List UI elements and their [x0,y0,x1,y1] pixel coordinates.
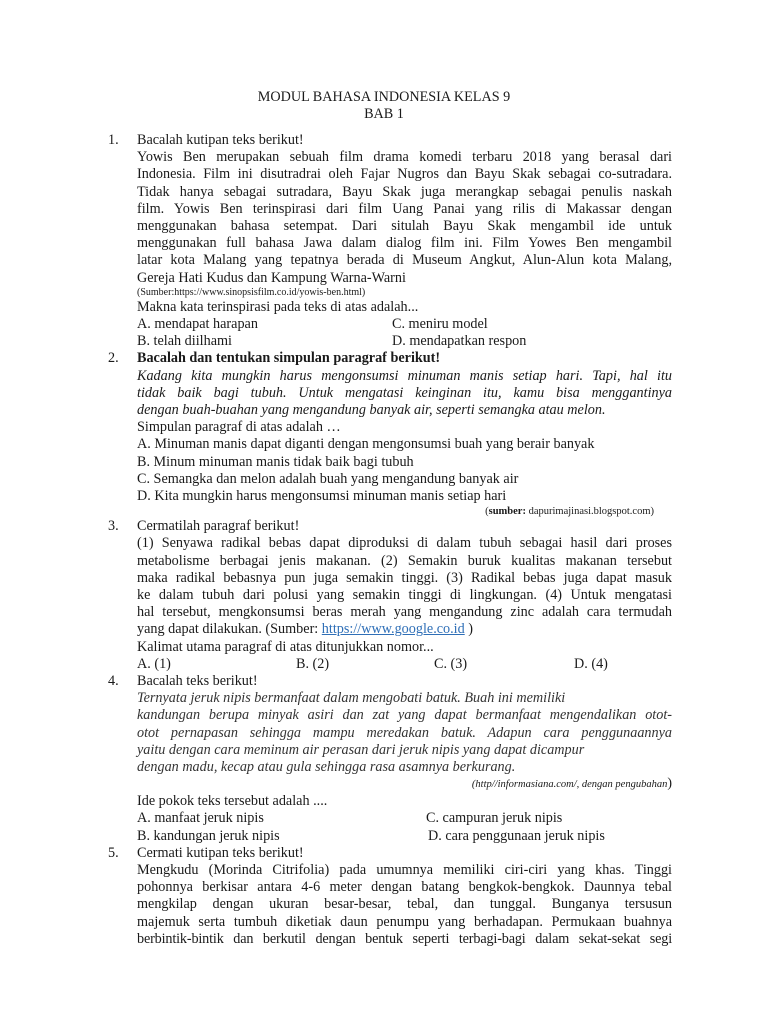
question-instruction: Bacalah dan tentukan simpulan paragraf berikut! [137,350,441,367]
passage-line: majemuk serta tumbuh diketiak daun penumpu yang berhadapan. Permukaan buahnya [137,913,672,930]
source-close-paren: ) [667,776,672,792]
question-number: 5. [108,844,119,861]
question-instruction: Cermati kutipan teks berikut! [137,844,304,861]
source-label: sumber: [488,506,526,518]
option-a[interactable]: A. Minuman manis dapat diganti dengan mengonsumsi buah yang berair banyak [137,436,595,453]
passage-line: Mengkudu (Morinda Citrifolia) pada umumnya memiliki ciri-ciri yang khas. Tinggi [137,862,672,879]
question-number: 1. [108,132,119,148]
passage-line: menggunakan bahasa setempat. Dari situlah Bayu Skak mengambil ide untuk [137,218,672,235]
reading-passage [137,368,672,420]
question-prompt: Simpulan paragraf di atas adalah … [137,419,341,436]
options-row [137,333,672,350]
option-a[interactable]: A. mendapat harapan [137,316,258,333]
passage-line: dengan buah-buahan yang mengandung banyak air, seperti semangka atau melon. [137,402,606,419]
passage-line: latar kota Malang yang tepatnya berada di Museum Angkut, Alun-Alun kota Malang, [137,252,672,269]
source-suffix: ) [464,621,473,638]
option-d[interactable]: D. (4) [574,655,608,672]
passage-line: berbintik-bintik dan berkutil dengan bentuk seperti terbagi-bagi dalam sekat-sekat segi [137,930,672,947]
passage-line: Yowis Ben merupakan sebuah film drama komedi terbaru 2018 yang berasal dari [137,149,672,166]
option-b[interactable]: B. Minum minuman manis tidak baik bagi tubuh [137,453,414,470]
reading-passage [137,535,672,638]
passage-line: kandungan berupa minyak asiri dan zat yang dapat bermanfaat mengendalikan otot- [137,707,672,724]
options-row [137,656,672,673]
question-2 [0,350,768,518]
option-a[interactable]: A. (1) [137,655,171,672]
passage-line: tidak baik bagi tubuh. Untuk mengatasi keinginan itu, kamu bisa menggantinya [137,384,672,401]
passage-line: yaitu dengan cara meminum air perasan dari jeruk nipis yang dapat dicampur [137,741,585,758]
question-list [0,132,768,948]
option-a[interactable]: A. manfaat jeruk nipis [137,810,264,827]
option-c[interactable]: C. campuran jeruk nipis [426,810,563,827]
passage-line: film. Yowis Ben terinspirasi dari film Uang Panai yang rilis di Makassar dengan [137,200,672,217]
question-4 [0,673,768,845]
passage-line: ke dalam tubuh dari polusi yang semakin tinggi di lingkungan. (4) Untuk mengatasi [137,587,672,604]
option-d[interactable]: D. Kita mungkin harus mengonsumsi minuman manis setiap hari [137,488,507,505]
question-prompt: Makna kata terinspirasi pada teks di atas adalah... [137,298,419,315]
passage-line [137,621,672,638]
option-c[interactable]: C. Semangka dan melon adalah buah yang mengandung banyak air [137,470,519,487]
reading-passage [137,862,672,948]
passage-line: Kadang kita mungkin harus mengonsumsi minuman manis setiap hari. Tapi, hal itu [137,367,672,384]
option-d[interactable]: D. cara penggunaan jeruk nipis [428,827,605,844]
chapter-label: BAB 1 [364,106,404,122]
passage-line: dengan madu, kecap atau gula sehingga rasa asamnya berkurang. [137,759,516,776]
question-number: 2. [108,350,119,367]
question-prompt: Kalimat utama paragraf di atas ditunjukkan nomor... [137,638,434,655]
question-3 [0,518,768,673]
source-open-paren: ( [485,506,489,518]
question-instruction: Bacalah teks berikut! [137,673,258,690]
passage-line: Tidak hanya sebagai sutradara, Bayu Skak juga merangkap sebagai penulis naskah [137,183,672,200]
question-5 [0,845,768,948]
passage-line: mengkilap dengan ukuran besar-besar, tebal, dan tunggal. Bunganya tersusun [137,896,672,913]
passage-source [137,505,672,518]
reading-passage [137,690,672,776]
document-header [0,0,768,123]
option-c[interactable]: C. (3) [434,655,468,672]
options-row [137,828,672,845]
options-row [137,810,672,827]
question-number: 4. [108,673,119,690]
passage-line: Ternyata jeruk nipis bermanfaat dalam mengobati batuk. Buah ini memiliki [137,690,566,707]
question-instruction: Cermatilah paragraf berikut! [137,518,300,535]
passage-source: (Sumber:https://www.sinopsisfilm.co.id/yowis-ben.html) [137,286,366,298]
question-number: 3. [108,518,119,535]
passage-line: Indonesia. Film ini disutradrai oleh Fajar Nugros dan Bayu Skak sebagai co-sutradara. [137,166,672,183]
passage-line: metabolisme berbagai jenis makanan. (2) Semakin buruk kualitas makanan tersebut [137,552,672,569]
passage-line: menggunakan full bahasa Jawa dalam dialog film ini. Film Yowes Ben mengambil [137,235,672,252]
source-text: dapurimajinasi.blogspot.com) [525,506,654,518]
options-row [137,316,672,333]
question-1 [0,132,768,350]
source-text: (http//informasiana.com/, dengan pengubahan [471,779,668,791]
passage-line: hal tersebut, mengkonsumsi beras merah yang mengandung zinc adalah cara termudah [137,604,672,621]
passage-line: Gereja Hati Kudus dan Kampung Warna-Warni [137,269,406,286]
option-d[interactable]: D. mendapatkan respon [392,333,527,350]
source-prefix: yang dapat dilakukan. (Sumber: [137,621,322,638]
option-b[interactable]: B. (2) [296,655,330,672]
source-link[interactable]: https://www.google.co.id [321,621,465,638]
question-prompt: Ide pokok teks tersebut adalah .... [137,793,328,810]
reading-passage [137,149,672,287]
question-instruction: Bacalah kutipan teks berikut! [137,132,304,148]
passage-line: (1) Senyawa radikal bebas dapat diproduksi di dalam tubuh sebagai hasil dari proses [137,535,672,552]
option-b[interactable]: B. kandungan jeruk nipis [137,827,280,844]
option-b[interactable]: B. telah diilhami [137,333,232,350]
passage-source [137,776,672,793]
document-title: MODUL BAHASA INDONESIA KELAS 9 [257,89,511,105]
passage-line: otot pernapasan sehingga mampu meredakan batuk. Adapun cara penggunaannya [137,724,672,741]
option-c[interactable]: C. meniru model [392,316,488,333]
passage-line: maka radikal bebasnya pun juga semakin tinggi. (3) Radikal bebas juga dapat masuk [137,569,672,586]
passage-line: pohonnya berkisar antara 4-6 meter dengan batang bengkok-bengkok. Daunnya tebal [137,879,672,896]
